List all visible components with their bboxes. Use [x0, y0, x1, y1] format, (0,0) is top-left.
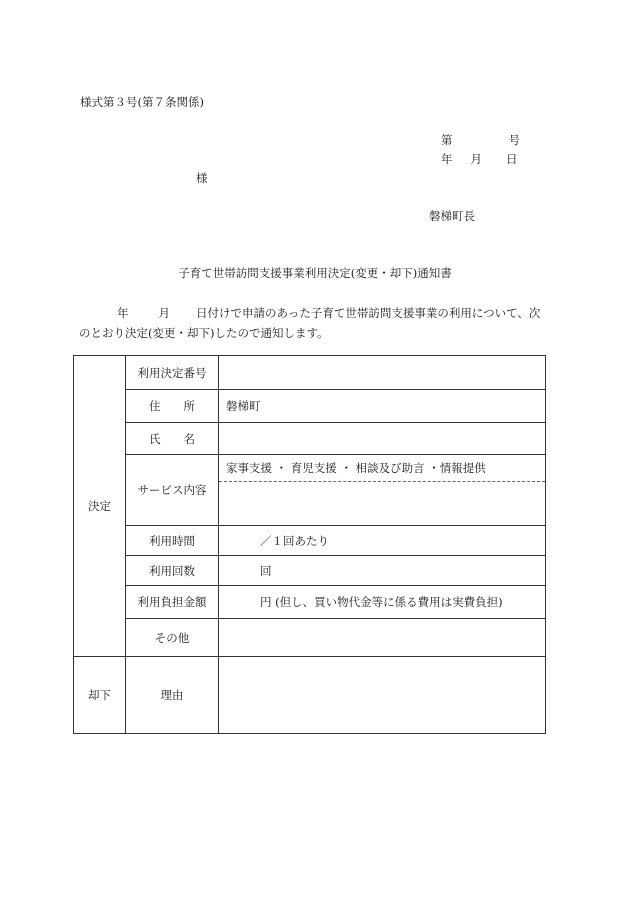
name-label: 氏 名 [126, 423, 219, 455]
decision-number-value [219, 356, 546, 390]
table-row [74, 390, 546, 423]
doc-number-prefix: 第 [441, 133, 453, 147]
date-year: 年 [441, 152, 453, 166]
form-number: 様式第３号(第７条関係) [80, 95, 204, 109]
other-value [219, 619, 546, 657]
address-label: 住 所 [126, 390, 219, 423]
decision-number-label: 利用決定番号 [126, 356, 219, 390]
table-row [74, 455, 546, 482]
usage-time-label: 利用時間 [126, 526, 219, 556]
body-text [79, 303, 551, 343]
date-month: 月 [470, 152, 482, 166]
usage-count-label: 利用回数 [126, 556, 219, 586]
table-row [74, 423, 546, 455]
issuer: 磐梯町長 [429, 209, 475, 223]
fee-value [219, 586, 546, 619]
body-sentence: 日付けで申請のあった子育て世帯訪問支援事業の利用について、次のとおり決定(変更・却下)したので通知します。 [79, 306, 541, 340]
reason-value [219, 657, 546, 734]
decision-table [73, 355, 546, 734]
usage-count-value [219, 556, 546, 586]
table-row [74, 657, 546, 734]
other-label: その他 [126, 619, 219, 657]
body-year: 年 [117, 306, 129, 320]
address-value: 磐梯町 [219, 390, 546, 423]
document-number [441, 135, 520, 147]
decision-section-label: 決定 [74, 356, 126, 657]
name-value [219, 423, 546, 455]
date-day: 日 [506, 152, 518, 166]
doc-number-suffix: 号 [508, 133, 520, 147]
addressee-suffix: 様 [196, 171, 208, 185]
rejection-section-label: 却下 [74, 657, 126, 734]
service-value [219, 482, 546, 526]
usage-time-value [219, 526, 546, 556]
body-month: 月 [158, 306, 170, 320]
usage-time-text: ／１回あたり [260, 533, 329, 548]
usage-count-text: 回 [260, 563, 272, 578]
document-title: 子育て世帯訪問支援事業利用決定(変更・却下)通知書 [178, 266, 452, 280]
reason-label: 理由 [126, 657, 219, 734]
table-row [74, 586, 546, 619]
table-row [74, 356, 546, 390]
issue-date [441, 154, 518, 166]
fee-text: 円 (但し、買い物代金等に係る費用は実費負担) [260, 595, 503, 609]
table-row [74, 556, 546, 586]
table-row [74, 619, 546, 657]
table-row [74, 526, 546, 556]
service-options: 家事支援 ・ 育児支援 ・ 相談及び助言 ・情報提供 [219, 455, 546, 482]
service-label: サービス内容 [126, 455, 219, 526]
fee-label: 利用負担金額 [126, 586, 219, 619]
